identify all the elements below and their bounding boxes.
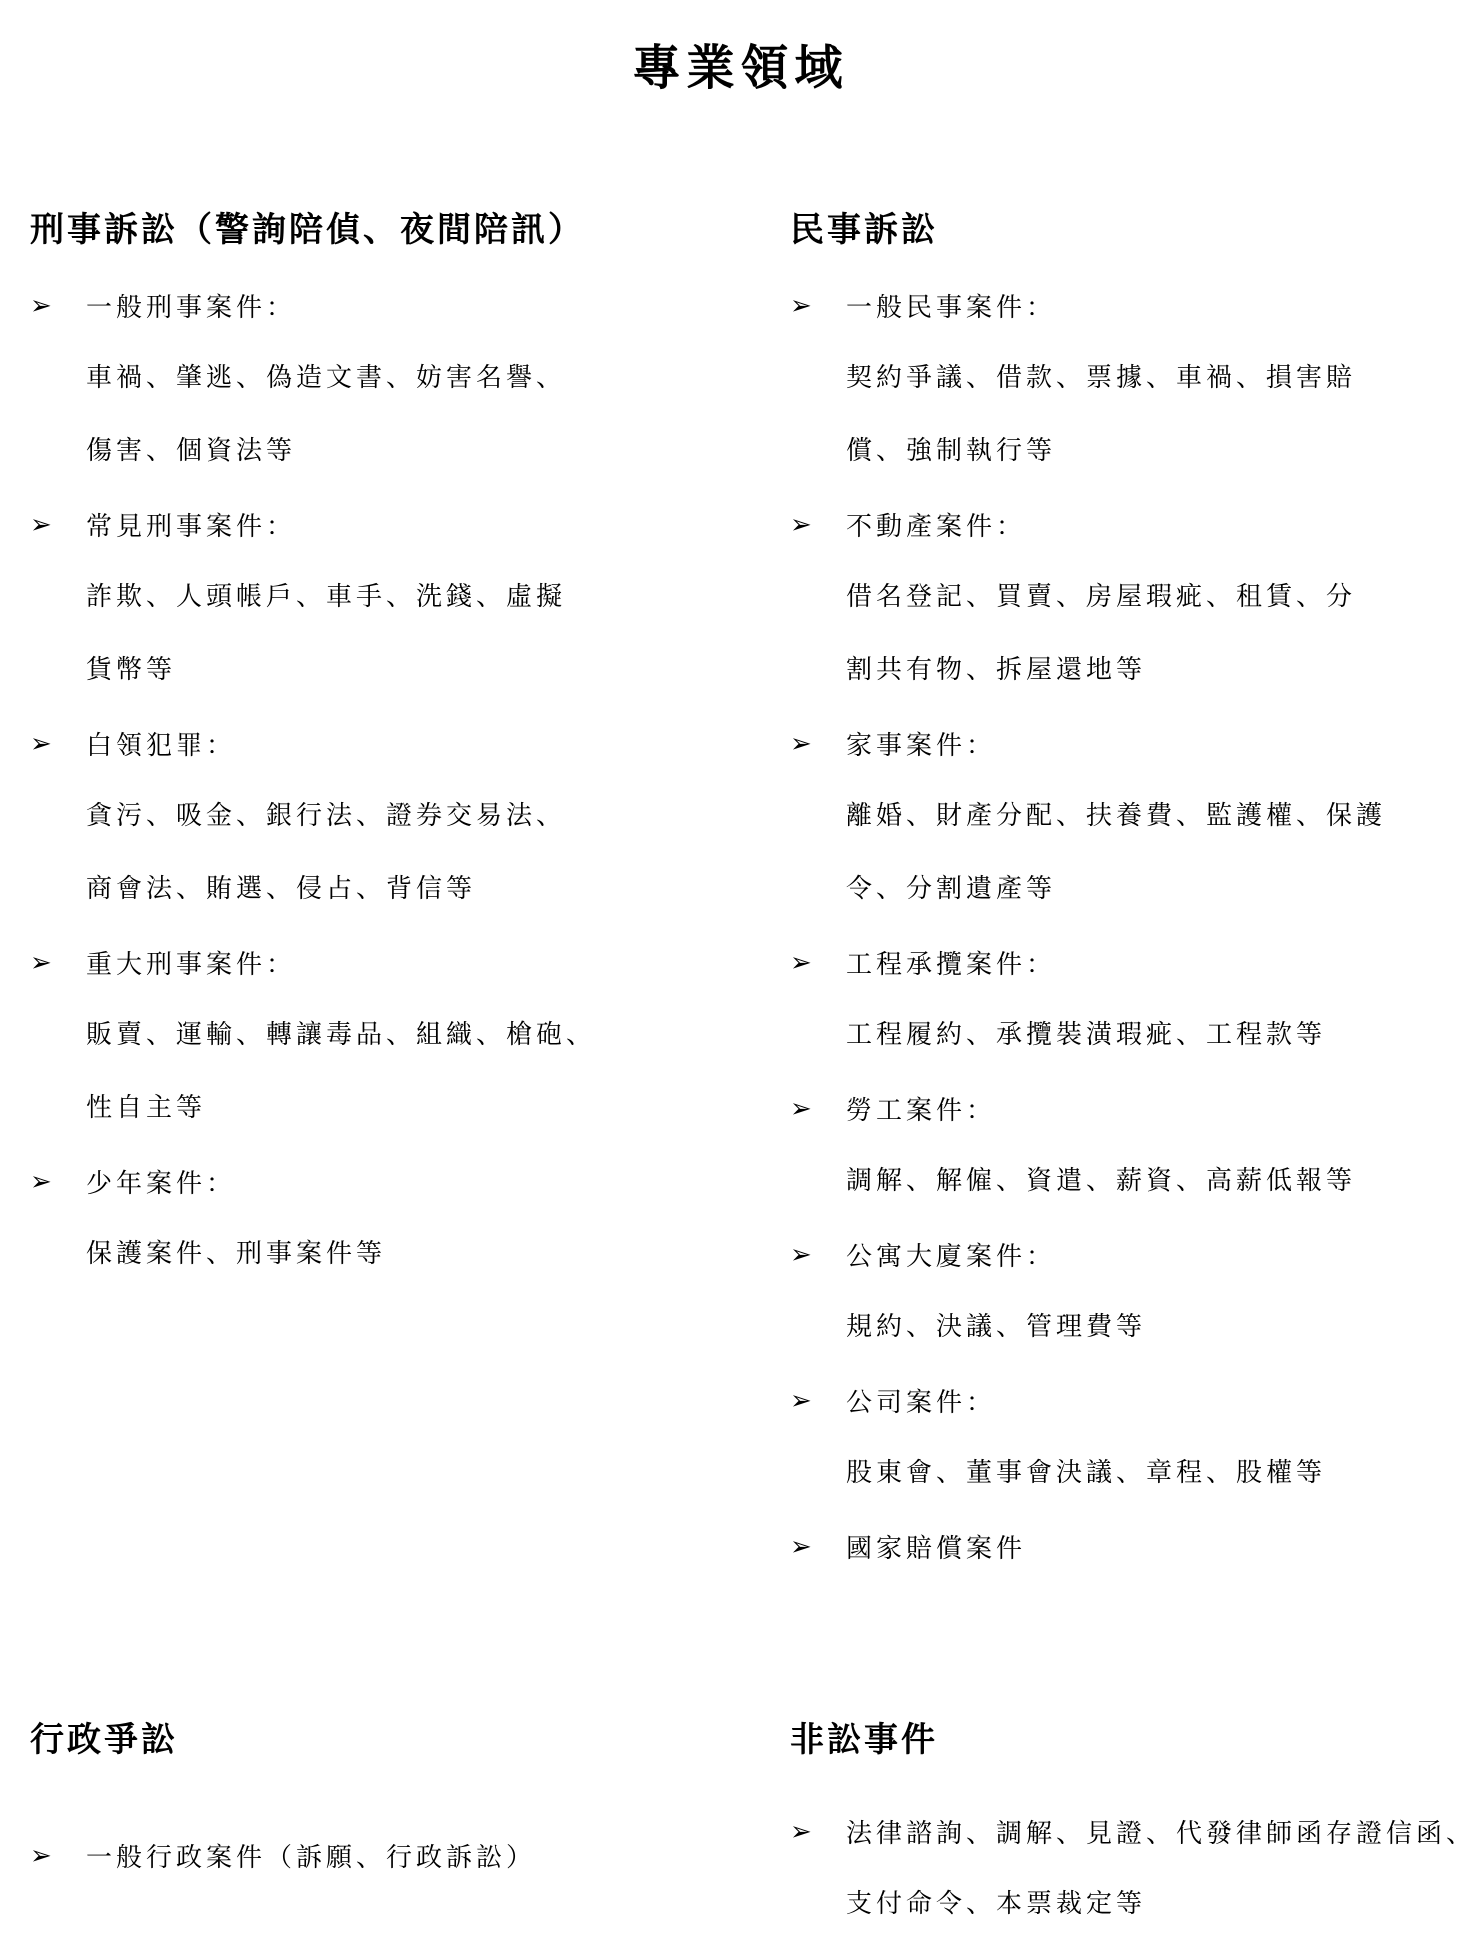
list-item-label: 勞工案件： bbox=[846, 1096, 997, 1126]
list-item bbox=[30, 1145, 596, 1291]
list-item-row bbox=[30, 269, 596, 342]
list-item bbox=[30, 269, 596, 488]
arrowhead-bullet-icon: ➢ bbox=[30, 1840, 52, 1871]
list-item-label: 常見刑事案件： bbox=[86, 512, 297, 542]
section-heading-criminal: 刑事訴訟（警詢陪偵、夜間陪訊） bbox=[30, 210, 585, 250]
list-item-label: 公寓大廈案件： bbox=[846, 1242, 1057, 1272]
list-item-description: 保護案件、刑事案件等 bbox=[86, 1239, 387, 1269]
list-item-description: 令、分割遺產等 bbox=[846, 874, 1057, 904]
list-item-row bbox=[790, 1218, 1386, 1291]
list-item bbox=[790, 1795, 1476, 1941]
list-item-row bbox=[790, 707, 1386, 780]
arrowhead-bullet-icon: ➢ bbox=[30, 290, 52, 321]
section-civil-litigation bbox=[790, 205, 1386, 1583]
list-item-row bbox=[790, 269, 1386, 342]
list-item-description: 契約爭議、借款、票據、車禍、損害賠 bbox=[846, 363, 1357, 393]
list-item-row bbox=[30, 1145, 596, 1218]
list-item-row bbox=[790, 1795, 1476, 1868]
list-item-description: 商會法、賄選、侵占、背信等 bbox=[86, 874, 477, 904]
list-item-row bbox=[790, 1072, 1386, 1145]
list-item-row bbox=[30, 926, 596, 999]
list-item bbox=[790, 269, 1386, 488]
page-title: 專業領域 bbox=[632, 40, 849, 96]
arrowhead-bullet-icon: ➢ bbox=[790, 728, 812, 759]
list-item-description: 調解、解僱、資遣、薪資、高薪低報等 bbox=[846, 1166, 1357, 1196]
list-item bbox=[30, 1819, 536, 1892]
arrowhead-bullet-icon: ➢ bbox=[790, 290, 812, 321]
section-administrative-litigation bbox=[30, 1715, 536, 1892]
list-item bbox=[790, 1072, 1386, 1218]
list-item-description: 割共有物、拆屋還地等 bbox=[846, 655, 1147, 685]
list-item bbox=[790, 1510, 1386, 1583]
arrowhead-bullet-icon: ➢ bbox=[30, 509, 52, 540]
arrowhead-bullet-icon: ➢ bbox=[790, 1239, 812, 1270]
list-item-row bbox=[790, 488, 1386, 561]
list-item-label: 重大刑事案件： bbox=[86, 950, 297, 980]
arrowhead-bullet-icon: ➢ bbox=[790, 1093, 812, 1124]
section-non-litigation bbox=[790, 1715, 1476, 1941]
list-item-row bbox=[790, 1364, 1386, 1437]
list-item-description: 傷害、個資法等 bbox=[86, 436, 297, 466]
section-heading-non-litigation: 非訟事件 bbox=[790, 1720, 938, 1760]
administrative-item-list bbox=[30, 1819, 536, 1892]
list-item-description: 償、強制執行等 bbox=[846, 436, 1057, 466]
list-item-label: 工程承攬案件： bbox=[846, 950, 1057, 980]
list-item-description: 貪污、吸金、銀行法、證券交易法、 bbox=[86, 801, 567, 831]
list-item-row bbox=[30, 707, 596, 780]
section-criminal-litigation bbox=[30, 205, 596, 1291]
list-item-label: 一般行政案件（訴願、行政訴訟） bbox=[86, 1843, 537, 1873]
list-item-label: 家事案件： bbox=[846, 731, 997, 761]
list-item-label: 一般民事案件： bbox=[846, 293, 1057, 323]
list-item-description: 支付命令、本票裁定等 bbox=[846, 1889, 1147, 1919]
list-item bbox=[30, 707, 596, 926]
list-item bbox=[790, 488, 1386, 707]
list-item-row bbox=[30, 1819, 536, 1892]
list-item-row bbox=[30, 488, 596, 561]
list-item-label: 不動產案件： bbox=[846, 512, 1027, 542]
list-item-description: 離婚、財產分配、扶養費、監護權、保護 bbox=[846, 801, 1387, 831]
arrowhead-bullet-icon: ➢ bbox=[790, 947, 812, 978]
arrowhead-bullet-icon: ➢ bbox=[790, 1385, 812, 1416]
list-item-description: 規約、決議、管理費等 bbox=[846, 1312, 1147, 1342]
arrowhead-bullet-icon: ➢ bbox=[30, 947, 52, 978]
list-item-label: 公司案件： bbox=[846, 1388, 997, 1418]
list-item bbox=[30, 488, 596, 707]
list-item bbox=[790, 926, 1386, 1072]
list-item-description: 股東會、董事會決議、章程、股權等 bbox=[846, 1458, 1327, 1488]
section-heading-civil: 民事訴訟 bbox=[790, 210, 938, 250]
arrowhead-bullet-icon: ➢ bbox=[790, 509, 812, 540]
arrowhead-bullet-icon: ➢ bbox=[30, 728, 52, 759]
list-item-row bbox=[790, 1510, 1386, 1583]
criminal-item-list bbox=[30, 269, 596, 1291]
list-item bbox=[30, 926, 596, 1145]
arrowhead-bullet-icon: ➢ bbox=[790, 1531, 812, 1562]
section-heading-administrative: 行政爭訟 bbox=[30, 1720, 178, 1760]
list-item-label: 法律諮詢、調解、見證、代發律師函存證信函、 bbox=[846, 1819, 1477, 1849]
list-item-row bbox=[790, 926, 1386, 999]
list-item bbox=[790, 1218, 1386, 1364]
non-litigation-item-list bbox=[790, 1795, 1476, 1941]
list-item bbox=[790, 707, 1386, 926]
list-item-description: 販賣、運輸、轉讓毒品、組織、槍砲、 bbox=[86, 1020, 597, 1050]
list-item bbox=[790, 1364, 1386, 1510]
list-item-label: 國家賠償案件 bbox=[846, 1534, 1027, 1564]
list-item-description: 車禍、肇逃、偽造文書、妨害名譽、 bbox=[86, 363, 567, 393]
list-item-description: 性自主等 bbox=[86, 1093, 207, 1123]
arrowhead-bullet-icon: ➢ bbox=[30, 1166, 52, 1197]
arrowhead-bullet-icon: ➢ bbox=[790, 1816, 812, 1847]
list-item-description: 詐欺、人頭帳戶、車手、洗錢、虛擬 bbox=[86, 582, 567, 612]
list-item-label: 少年案件： bbox=[86, 1169, 237, 1199]
list-item-description: 工程履約、承攬裝潢瑕疵、工程款等 bbox=[846, 1020, 1327, 1050]
list-item-description: 借名登記、買賣、房屋瑕疵、租賃、分 bbox=[846, 582, 1357, 612]
list-item-description: 貨幣等 bbox=[86, 655, 177, 685]
civil-item-list bbox=[790, 269, 1386, 1583]
list-item-label: 一般刑事案件： bbox=[86, 293, 297, 323]
list-item-label: 白領犯罪： bbox=[86, 731, 237, 761]
